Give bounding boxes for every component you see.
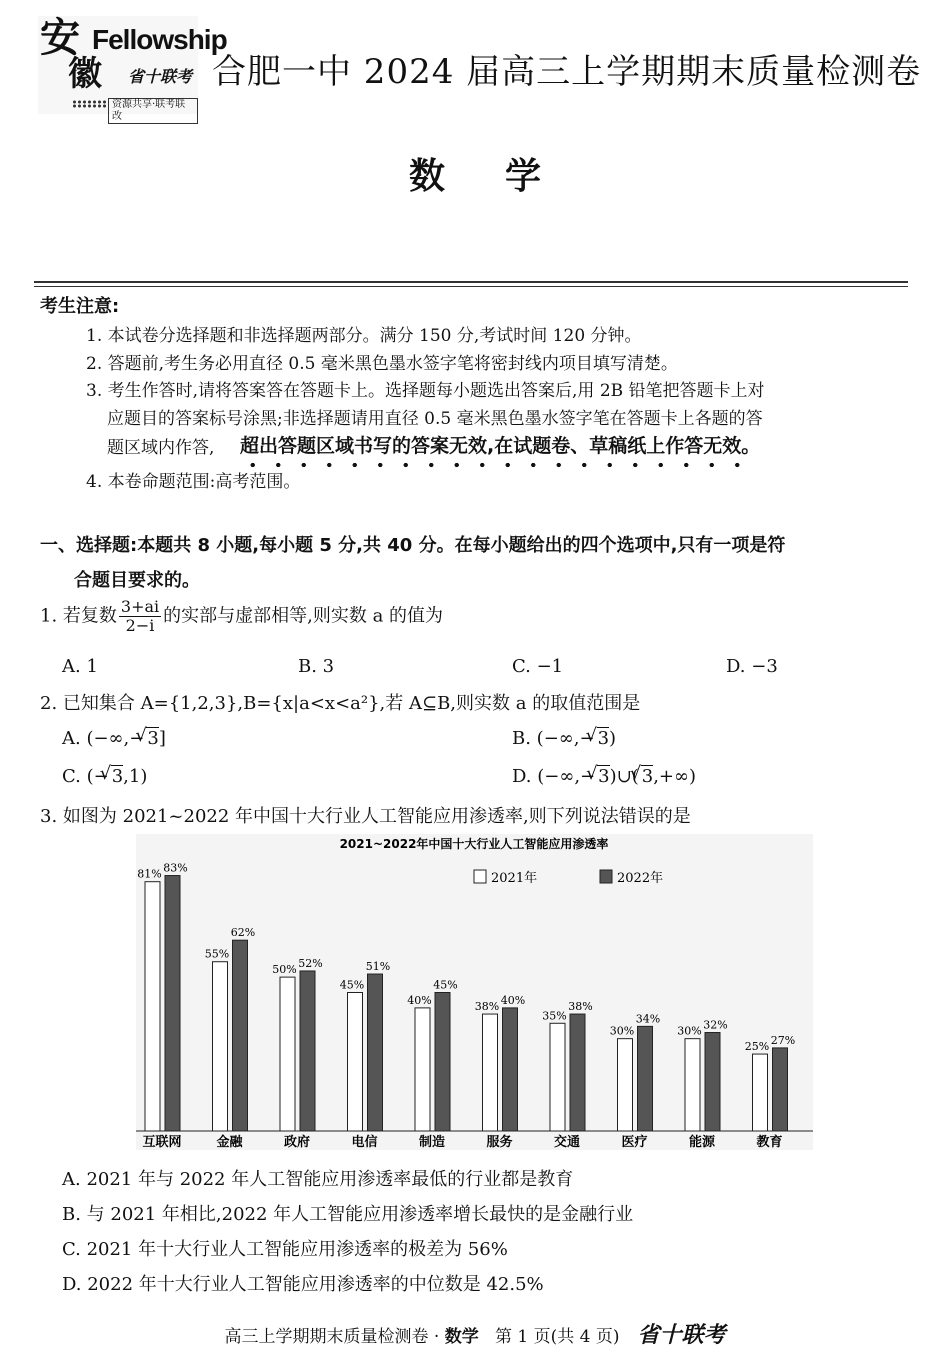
bar-2022	[773, 1048, 788, 1131]
logo-lianhe: 省十联考	[128, 67, 193, 86]
subject-title: 数学	[408, 156, 601, 197]
legend-label-2021: 2021年	[491, 871, 538, 886]
category-label: 制造	[418, 1135, 446, 1150]
data-label: 83%	[163, 861, 188, 875]
notice-item-3-line-1: 3. 考生作答时,请将答案答在答题卡上。选择题每小题选出答案后,用 2B 铅笔把答题卡上对	[86, 381, 765, 401]
bar-2021	[685, 1039, 700, 1131]
question-1-fraction	[119, 598, 161, 635]
data-label: 52%	[298, 956, 323, 970]
question-3-stem: 3. 如图为 2021~2022 年中国十大行业人工智能应用渗透率,则下列说法错误的是	[40, 806, 691, 827]
notice-item-2: 2. 答题前,考生务必用直径 0.5 毫米黑色墨水签字笔将密封线内项目填写清楚。	[86, 354, 678, 374]
category-label: 金融	[216, 1135, 243, 1150]
divider	[34, 286, 908, 287]
bar-2021	[618, 1039, 633, 1131]
bar-2021	[348, 993, 363, 1132]
logo-tagline: 资源共享·联考联改	[108, 98, 198, 124]
question-2-option-c	[62, 765, 147, 787]
question-3-option-d: D. 2022 年十大行业人工智能应用渗透率的中位数是 42.5%	[62, 1274, 544, 1295]
sqrt-radicand: √ 3	[641, 765, 653, 787]
fraction-numerator: 3+ai	[120, 597, 160, 616]
category-label: 能源	[688, 1135, 716, 1150]
bar-2021	[415, 1008, 430, 1131]
legend-label-2022: 2022年	[617, 871, 664, 886]
question-1-prefix: 1. 若复数	[40, 605, 117, 627]
question-1-option-c: C. −1	[512, 656, 564, 677]
logo	[38, 14, 227, 122]
notice-emphasis: 超出答题区域书写的答案无效,在试题卷、草稿纸上作答无效。	[240, 431, 760, 468]
divider	[34, 281, 908, 283]
question-2-option-a	[62, 727, 166, 749]
sqrt-radicand: √ 3	[146, 727, 158, 749]
footer-text: 高三上学期期末质量检测卷 ·	[224, 1327, 445, 1347]
question-3-option-a: A. 2021 年与 2022 年人工智能应用渗透率最低的行业都是教育	[62, 1169, 574, 1190]
option-text: )	[609, 728, 617, 749]
question-1-option-a: A. 1	[62, 656, 98, 677]
bar-2022	[435, 993, 450, 1132]
data-label: 38%	[474, 1000, 500, 1014]
data-label: 40%	[407, 993, 432, 1007]
fraction-denominator: 2−i	[125, 616, 155, 635]
option-text: D. (−∞,−	[512, 766, 596, 787]
category-label: 交通	[553, 1135, 581, 1150]
option-text: C. (−	[62, 766, 109, 787]
logo-fellowship: Fellowship	[92, 24, 227, 55]
bar-chart	[136, 834, 813, 1150]
legend-swatch-2022	[600, 870, 612, 883]
sqrt-radicand: √ 3	[597, 765, 609, 787]
notice-item-1: 1. 本试卷分选择题和非选择题两部分。满分 150 分,考试时间 120 分钟。	[86, 326, 642, 346]
logo-char-hui: 徽	[68, 54, 102, 94]
bar-2021	[753, 1054, 768, 1131]
option-text: ]	[158, 728, 166, 749]
category-label: 互联网	[142, 1135, 182, 1150]
section-heading-line-1: 一、选择题:本题共 8 小题,每小题 5 分,共 40 分。在每小题给出的四个选项中,只有一项是符	[40, 535, 786, 556]
bar-2021	[213, 962, 228, 1131]
question-1-stem	[40, 598, 443, 635]
chart-title: 2021~2022年中国十大行业人工智能应用渗透率	[339, 837, 609, 851]
exam-title: 合肥一中 2024 届高三上学期期末质量检测卷	[212, 52, 922, 92]
question-1-option-b: B. 3	[298, 656, 335, 677]
data-label: 45%	[433, 978, 458, 992]
data-label: 38%	[568, 1000, 593, 1014]
data-label: 30%	[677, 1024, 702, 1038]
notice-item-3-line-2: 应题目的答案标号涂黑;非选择题请用直径 0.5 毫米黑色墨水签字笔在答题卡上各题的答	[107, 409, 763, 429]
option-text: ,+∞)	[653, 766, 697, 787]
bar-2022	[165, 876, 180, 1131]
bar-2022	[300, 971, 315, 1131]
category-label: 政府	[283, 1135, 311, 1150]
logo-dots-icon	[72, 100, 106, 108]
question-2-stem: 2. 已知集合 A={1,2,3},B={x|a<x<a²},若 A⊆B,则实数 a 的取值范围是	[40, 693, 641, 714]
category-label: 电信	[351, 1135, 378, 1150]
option-text: B. (−∞,−	[512, 728, 595, 749]
sqrt-radicand: √ 3	[111, 765, 123, 787]
data-label: 62%	[230, 926, 256, 940]
section-heading-line-2: 合题目要求的。	[74, 570, 200, 591]
bar-2022	[570, 1014, 585, 1131]
bar-2021	[550, 1023, 565, 1131]
data-label: 50%	[272, 963, 297, 977]
data-label: 51%	[365, 960, 391, 974]
data-label: 35%	[542, 1009, 567, 1023]
data-label: 81%	[137, 867, 162, 881]
data-label: 32%	[703, 1018, 728, 1032]
data-label: 45%	[339, 978, 365, 992]
bar-2021	[483, 1014, 498, 1131]
footer-page-number: 第 1 页(共 4 页)	[494, 1327, 620, 1347]
notice-heading: 考生注意:	[40, 296, 120, 317]
category-label: 服务	[486, 1135, 513, 1150]
option-text: A. (−∞,−	[62, 728, 145, 749]
question-3-option-b: B. 与 2021 年相比,2022 年人工智能应用渗透率增长最快的是金融行业	[62, 1204, 634, 1225]
question-1-option-d: D. −3	[726, 656, 778, 677]
question-2-option-d	[512, 765, 696, 787]
bar-2022	[233, 940, 248, 1131]
bar-2021	[280, 977, 295, 1131]
question-2-option-b	[512, 727, 616, 749]
page-footer	[0, 1318, 950, 1349]
footer-subject: 数学	[444, 1327, 479, 1347]
legend-swatch-2021	[474, 870, 486, 883]
data-label: 30%	[609, 1024, 635, 1038]
bar-2022	[638, 1026, 653, 1131]
category-label: 医疗	[621, 1135, 648, 1150]
data-label: 34%	[635, 1012, 661, 1026]
data-label: 40%	[500, 993, 526, 1007]
footer-brand: 省十联考	[637, 1322, 726, 1348]
notice-item-4: 4. 本卷命题范围:高考范围。	[86, 472, 301, 492]
notice-item-3-line-3: 题区域内作答,	[107, 438, 215, 458]
bar-2021	[145, 882, 160, 1131]
data-label: 25%	[744, 1040, 770, 1054]
option-text: )∪(	[609, 766, 639, 787]
bar-2022	[705, 1033, 720, 1131]
data-label: 55%	[204, 947, 230, 961]
question-1-suffix: 的实部与虚部相等,则实数 a 的值为	[163, 605, 444, 627]
bar-2022	[368, 974, 383, 1131]
category-label: 教育	[756, 1135, 783, 1150]
logo-char-an: 安	[40, 14, 80, 61]
question-3-option-c: C. 2021 年十大行业人工智能应用渗透率的极差为 56%	[62, 1239, 508, 1260]
bar-2022	[503, 1008, 518, 1131]
sqrt-radicand: √ 3	[597, 727, 609, 749]
data-label: 27%	[770, 1033, 796, 1047]
option-text: ,1)	[123, 766, 148, 787]
